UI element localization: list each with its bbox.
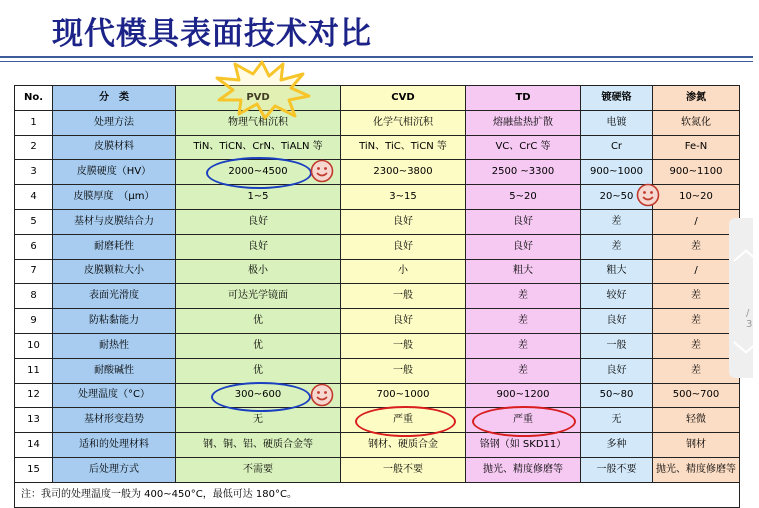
table-row [15, 160, 740, 185]
cell-pvd: 优 [176, 309, 341, 334]
cell-no: 13 [15, 408, 53, 433]
cell-nitriding: Fe-N [653, 135, 740, 160]
cell-no: 3 [15, 160, 53, 185]
cell-pvd: 2000~4500 [176, 160, 341, 185]
header-hard-chrome: 镀硬铬 [581, 86, 653, 111]
cell-cvd: 小 [341, 259, 466, 284]
cell-nitriding: 钢材 [653, 433, 740, 458]
header-category: 分 类 [53, 86, 176, 111]
chevron-up-icon[interactable]: ︿ [733, 236, 759, 266]
cell-hard-chrome: 一般 [581, 333, 653, 358]
cell-cvd: 严重 [341, 408, 466, 433]
cell-hard-chrome: 电镀 [581, 110, 653, 135]
cell-nitriding: 差 [653, 333, 740, 358]
cell-no: 14 [15, 433, 53, 458]
cell-cvd: 一般 [341, 358, 466, 383]
cell-td: 900~1200 [466, 383, 581, 408]
cell-pvd: 良好 [176, 209, 341, 234]
cell-hard-chrome: 无 [581, 408, 653, 433]
cell-category: 皮膜材料 [53, 135, 176, 160]
table-row [15, 457, 740, 482]
cell-hard-chrome: 良好 [581, 358, 653, 383]
table-row [15, 185, 740, 210]
cell-no: 2 [15, 135, 53, 160]
cell-cvd: 良好 [341, 234, 466, 259]
header-no: No. [15, 86, 53, 111]
cell-cvd: 2300~3800 [341, 160, 466, 185]
cell-pvd: 物理气相沉积 [176, 110, 341, 135]
cell-no: 9 [15, 309, 53, 334]
cell-td: 抛光、精度修磨等 [466, 457, 581, 482]
cell-hard-chrome: 900~1000 [581, 160, 653, 185]
cell-nitriding: 10~20 [653, 185, 740, 210]
cell-td: 铬钢（如 SKD11） [466, 433, 581, 458]
table-row [15, 135, 740, 160]
cell-td: 熔融盐热扩散 [466, 110, 581, 135]
cell-pvd: TiN、TiCN、CrN、TiALN 等 [176, 135, 341, 160]
page-indicator: / 3 [746, 308, 753, 330]
cell-td: 良好 [466, 234, 581, 259]
cell-category: 处理温度（°C） [53, 383, 176, 408]
cell-nitriding: 软氮化 [653, 110, 740, 135]
cell-hard-chrome: 差 [581, 209, 653, 234]
cell-no: 11 [15, 358, 53, 383]
cell-cvd: 一般 [341, 333, 466, 358]
cell-category: 皮膜硬度（HV） [53, 160, 176, 185]
cell-no: 1 [15, 110, 53, 135]
cell-category: 处理方法 [53, 110, 176, 135]
cell-td: 5~20 [466, 185, 581, 210]
table-row [15, 234, 740, 259]
cell-category: 表面光滑度 [53, 284, 176, 309]
cell-category: 耐热性 [53, 333, 176, 358]
highlight-ring-pvd-temperature [211, 382, 311, 412]
title-underline [0, 56, 753, 58]
chevron-down-icon[interactable]: ﹀ [733, 341, 759, 371]
table-row [15, 358, 740, 383]
cell-hard-chrome: 50~80 [581, 383, 653, 408]
cell-nitriding: / [653, 259, 740, 284]
highlight-ring-pvd-hardness [206, 157, 312, 189]
cell-td: 良好 [466, 209, 581, 234]
table-row [15, 383, 740, 408]
header-cvd: CVD [341, 86, 466, 111]
cell-pvd: 不需要 [176, 457, 341, 482]
cell-pvd: 良好 [176, 234, 341, 259]
starburst-icon [213, 58, 311, 120]
table-row [15, 110, 740, 135]
cell-pvd: 极小 [176, 259, 341, 284]
cell-td: 严重 [466, 408, 581, 433]
cell-hard-chrome: 多种 [581, 433, 653, 458]
cell-category: 防粘黏能力 [53, 309, 176, 334]
cell-no: 5 [15, 209, 53, 234]
cell-category: 皮膜颗粒大小 [53, 259, 176, 284]
cell-td: 差 [466, 333, 581, 358]
cell-no: 4 [15, 185, 53, 210]
cell-pvd: 可达光学镜面 [176, 284, 341, 309]
cell-category: 耐酸碱性 [53, 358, 176, 383]
cell-td: 差 [466, 284, 581, 309]
cell-cvd: 一般不要 [341, 457, 466, 482]
cell-hard-chrome: 粗大 [581, 259, 653, 284]
table-note-row [15, 482, 740, 507]
highlight-ring-td-deformation [472, 406, 576, 437]
cell-cvd: 700~1000 [341, 383, 466, 408]
table-header-row [15, 86, 740, 111]
cell-no: 8 [15, 284, 53, 309]
highlight-ring-cvd-deformation [355, 406, 456, 437]
cell-nitriding: / [653, 209, 740, 234]
cell-category: 耐磨耗性 [53, 234, 176, 259]
cell-no: 15 [15, 457, 53, 482]
cell-pvd: 优 [176, 333, 341, 358]
cell-category: 适和的处理材料 [53, 433, 176, 458]
cell-nitriding: 900~1100 [653, 160, 740, 185]
cell-nitriding: 差 [653, 358, 740, 383]
header-td: TD [466, 86, 581, 111]
cell-pvd: 优 [176, 358, 341, 383]
cell-category: 皮膜厚度 （μm） [53, 185, 176, 210]
cell-cvd: TiN、TiC、TiCN 等 [341, 135, 466, 160]
cell-cvd: 钢材、硬质合金 [341, 433, 466, 458]
cell-category: 基材形变趋势 [53, 408, 176, 433]
page-title: 现代模具表面技术对比 [52, 16, 372, 52]
cell-hard-chrome: 20~50 [581, 185, 653, 210]
table-row [15, 209, 740, 234]
smiley-icon [636, 183, 660, 207]
cell-pvd: 钢、铜、铝、硬质合金等 [176, 433, 341, 458]
cell-no: 7 [15, 259, 53, 284]
table-row [15, 284, 740, 309]
title-underline-thin [0, 61, 753, 62]
cell-cvd: 化学气相沉积 [341, 110, 466, 135]
cell-no: 12 [15, 383, 53, 408]
cell-nitriding: 差 [653, 234, 740, 259]
cell-pvd: 无 [176, 408, 341, 433]
cell-td: 差 [466, 309, 581, 334]
cell-nitriding: 差 [653, 309, 740, 334]
cell-nitriding: 抛光、精度修磨等 [653, 457, 740, 482]
table-row [15, 333, 740, 358]
table-row [15, 433, 740, 458]
cell-hard-chrome: 较好 [581, 284, 653, 309]
cell-nitriding: 差 [653, 284, 740, 309]
cell-pvd: 300~600 [176, 383, 341, 408]
table-row [15, 309, 740, 334]
cell-nitriding: 轻微 [653, 408, 740, 433]
cell-cvd: 一般 [341, 284, 466, 309]
cell-hard-chrome: 良好 [581, 309, 653, 334]
cell-no: 10 [15, 333, 53, 358]
cell-no: 6 [15, 234, 53, 259]
cell-td: 2500 ~3300 [466, 160, 581, 185]
smiley-icon [310, 383, 334, 407]
cell-td: 粗大 [466, 259, 581, 284]
cell-hard-chrome: Cr [581, 135, 653, 160]
cell-cvd: 3~15 [341, 185, 466, 210]
table-note: 注：我司的处理温度一般为 400~450°C，最低可达 180°C。 [15, 482, 740, 507]
table-row [15, 259, 740, 284]
cell-category: 后处理方式 [53, 457, 176, 482]
cell-cvd: 良好 [341, 309, 466, 334]
header-nitriding: 渗氮 [653, 86, 740, 111]
cell-hard-chrome: 差 [581, 234, 653, 259]
smiley-icon [310, 159, 334, 183]
cell-cvd: 良好 [341, 209, 466, 234]
comparison-table [14, 85, 740, 508]
cell-td: 差 [466, 358, 581, 383]
cell-hard-chrome: 一般不要 [581, 457, 653, 482]
cell-td: VC、CrC 等 [466, 135, 581, 160]
cell-pvd: 1~5 [176, 185, 341, 210]
cell-nitriding: 500~700 [653, 383, 740, 408]
cell-category: 基材与皮膜结合力 [53, 209, 176, 234]
